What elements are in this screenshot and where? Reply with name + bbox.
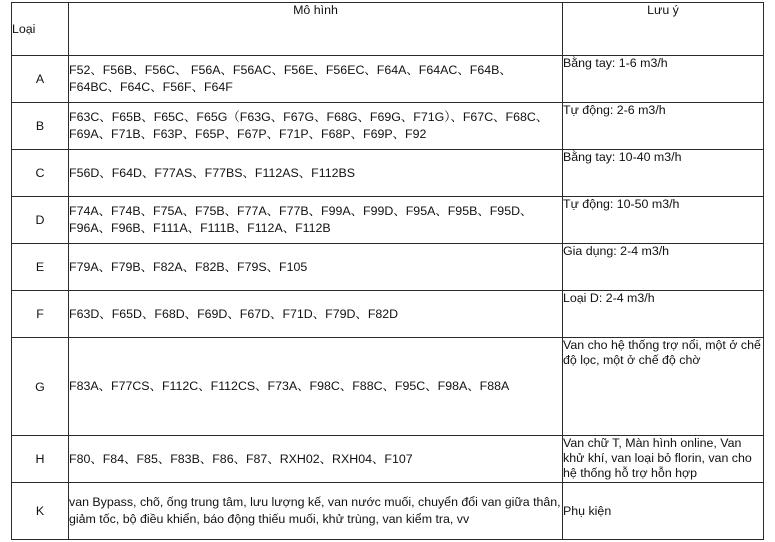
table-row [12, 197, 764, 244]
row-type: H [12, 436, 69, 483]
row-models: F80、F84、F85、F83B、F86、F87、RXH02、RXH04、F107 [69, 436, 563, 483]
header-note: Lưu ý [563, 3, 764, 56]
header-model: Mô hình [69, 3, 563, 56]
row-type: D [12, 197, 69, 244]
row-note: Van chữ T, Màn hình online, Van khử khí, van loại bỏ florin, van cho hệ thống hỗ trợ hỗn hợp [563, 436, 764, 483]
row-note: Bằng tay: 1-6 m3/h [563, 56, 764, 103]
row-models: F56D、F64D、F77AS、F77BS、F112AS、F112BS [69, 150, 563, 197]
table-row [12, 483, 764, 540]
row-type: B [12, 103, 69, 150]
row-models: F63C、F65B、F65C、F65G（F63G、F67G、F68G、F69G、F71G）、F67C、F68C、F69A、F71B、F63P、F65P、F67P、F71P、F68P、F69P、F92 [69, 103, 563, 150]
row-note: Tự động: 2-6 m3/h [563, 103, 764, 150]
row-note: Van cho hệ thống trợ nổi, một ở chế độ lọc, một ở chế độ chờ [563, 338, 764, 436]
row-note: Loại D: 2-4 m3/h [563, 291, 764, 338]
table-row [12, 103, 764, 150]
row-note: Tự động: 10-50 m3/h [563, 197, 764, 244]
table-row [12, 436, 764, 483]
row-type: F [12, 291, 69, 338]
table-row [12, 291, 764, 338]
row-type: G [12, 338, 69, 436]
header-type: Loại [12, 3, 69, 56]
row-type: C [12, 150, 69, 197]
row-models: F63D、F65D、F68D、F69D、F67D、F71D、F79D、F82D [69, 291, 563, 338]
row-note: Phụ kiện [563, 483, 764, 540]
valve-model-table [11, 2, 764, 540]
row-type: E [12, 244, 69, 291]
table-row [12, 150, 764, 197]
row-models: F79A、F79B、F82A、F82B、F79S、F105 [69, 244, 563, 291]
header-row [12, 3, 764, 56]
row-note: Bằng tay: 10-40 m3/h [563, 150, 764, 197]
row-models: F83A、F77CS、F112C、F112CS、F73A、F98C、F88C、F95C、F98A、F88A [69, 338, 563, 436]
row-type: A [12, 56, 69, 103]
row-models: F74A、F74B、F75A、F75B、F77A、F77B、F99A、F99D、F95A、F95B、F95D、F96A、F96B、F111A、F111B、F112A、F112B [69, 197, 563, 244]
row-type: K [12, 483, 69, 540]
row-models: F52、F56B、F56C、 F56A、F56AC、F56E、F56EC、F64A、F64AC、F64B、F64BC、F64C、F56F、F64F [69, 56, 563, 103]
row-models: van Bypass, chõ, ống trung tâm, lưu lượng kế, van nước muối, chuyển đổi van giữa thân, giảm tốc, bộ điều khiển, báo động thiếu muối, khử trùng, van kiểm tra, vv [69, 483, 563, 540]
table-row [12, 338, 764, 436]
table-row [12, 244, 764, 291]
table-row [12, 56, 764, 103]
row-note: Gia dụng: 2-4 m3/h [563, 244, 764, 291]
